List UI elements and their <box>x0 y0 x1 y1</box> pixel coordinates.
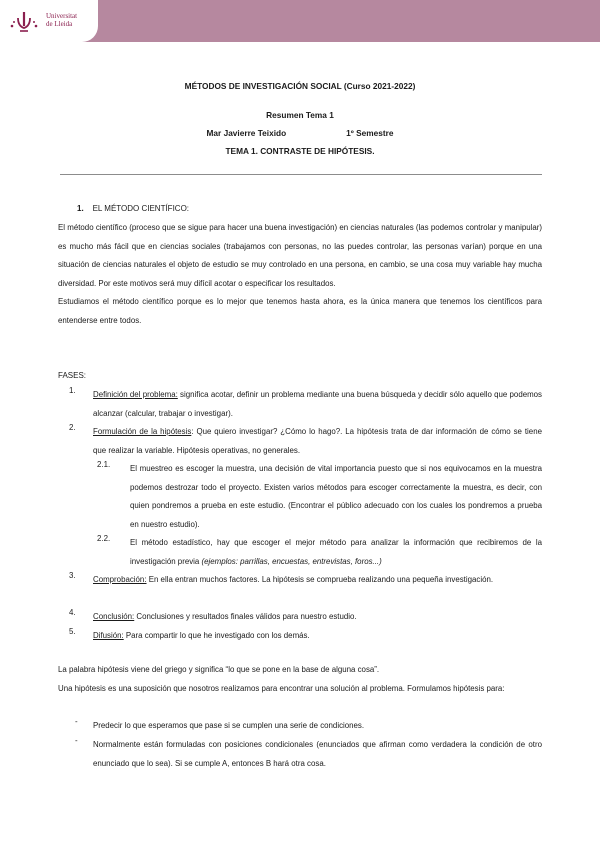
bullet-marker: - <box>75 736 78 745</box>
list-term: Definición del problema: <box>93 390 178 399</box>
bullet-text: Predecir lo que esperamos que pase si se cumplen una serie de condiciones. <box>93 721 365 730</box>
list-description: Conclusiones y resultados finales válidos para nuestro estudio. <box>134 612 357 621</box>
list-number: 5. <box>69 627 76 636</box>
logo-line-2: de Lleida <box>46 20 73 28</box>
examples-text: (ejemplos: parrillas, encuestas, entrevistas, foros...) <box>201 556 382 566</box>
list-item-text <box>93 423 542 460</box>
list-item-text <box>93 627 542 646</box>
sub-list-number: 2.2. <box>97 534 111 543</box>
paragraph-etymology: La palabra hipótesis viene del griego y significa “lo que se pone en la base de alguna cosa”. <box>58 665 380 674</box>
header-banner <box>0 0 600 42</box>
bullet-text: Normalmente están formuladas con posiciones condicionales (enunciados que afirman como verdadera la condición de otro enunciado que lo sea). Si se cumple A, entonces B hará otra cosa. <box>93 740 542 768</box>
sub-list-number: 2.1. <box>97 460 111 469</box>
list-term: Formulación de la hipótesis <box>93 427 192 436</box>
university-logo-text <box>46 12 96 28</box>
list-number: 1. <box>69 386 76 395</box>
section-body <box>58 219 542 331</box>
document-subtitle: Resumen Tema 1 <box>266 110 334 120</box>
list-item-text <box>93 608 542 627</box>
semester: 1º Semestre <box>346 128 394 138</box>
sub-list-description: El método estadístico, hay que escoger el mejor método para analizar la información que recibiremos de la investigación previa <box>130 538 542 566</box>
bullet-marker: - <box>75 717 78 726</box>
document-title: MÉTODOS DE INVESTIGACIÓN SOCIAL (Curso 2021-2022) <box>184 81 416 91</box>
author-name: Mar Javierre Teixido <box>206 128 287 138</box>
list-term: Comprobación: <box>93 575 147 584</box>
list-description: Para compartir lo que he investigado con los demás. <box>123 631 310 640</box>
paragraph-definition: Una hipótesis es una suposición que nosotros realizamos para encontrar una solución al problema. Formulamos hipótesis para: <box>58 683 505 693</box>
list-term: Conclusión: <box>93 612 135 621</box>
sub-list-text <box>130 534 542 571</box>
paragraph-metodo: El método científico (proceso que se sigue para hacer una buena investigación) en ciencias naturales (las podemos controlar y manipular) es mucho más fácil que en ciencias sociales (trabajamos con personas, no las puedes controlar, las personas varían) porque en una situación de ciencias naturales el objeto de estudio se muy controlado en una persona, en cambio, se una cosa muy variable hay mucha diversidad. Por este motivos será muy difícil acotar o especificar los resultados. <box>58 223 542 288</box>
list-description: En ella entran muchos factores. La hipótesis se comprueba realizando una pequeña investigación. <box>146 575 494 584</box>
list-item-text <box>93 571 542 590</box>
list-description: significa acotar, definir un problema mediante una buena búsqueda y decidir sólo aquello que podemos alcanzar (calcular, trabajar o investigar). <box>93 390 543 418</box>
section-heading <box>77 204 189 213</box>
logo-line-1: Universitat <box>46 12 78 20</box>
list-description: : Que quiero investigar? ¿Cómo lo hago?. La hipótesis trata de dar información de cómo se tiene que realizar la variable. Hipótesis operativas, no generales. <box>93 427 542 455</box>
list-number: 2. <box>69 423 76 432</box>
paragraph-estudiamos: Estudiamos el método científico porque es lo mejor que tenemos hasta ahora, es la única manera que tenemos los científicos para entenderse entre todos. <box>58 297 542 325</box>
sub-list-text: El muestreo es escoger la muestra, una decisión de vital importancia puesto que si nos equivocamos en la muestra podemos destrozar todo el proyecto. Existen varios métodos para escoger correctamente la muestra, es decir, con quien pondremos a prueba en este estudio. (Encontrar el público adecuado con los cuales los pondremos a prueba en nuestro estudio). <box>130 464 542 529</box>
horizontal-divider <box>60 174 542 175</box>
list-item-text <box>93 386 542 423</box>
fases-label: FASES: <box>58 371 87 380</box>
topic-title: TEMA 1. CONTRASTE DE HIPÓTESIS. <box>225 146 375 156</box>
author-line <box>0 128 600 138</box>
list-number: 4. <box>69 608 76 617</box>
list-number: 3. <box>69 571 76 580</box>
university-crest-icon <box>8 9 42 35</box>
section-title: EL MÉTODO CIENTÍFICO: <box>92 204 190 213</box>
logo-panel <box>0 0 98 42</box>
hypothesis-body <box>58 661 542 698</box>
section-number: 1. <box>77 204 84 213</box>
list-term: Difusión: <box>93 631 124 640</box>
